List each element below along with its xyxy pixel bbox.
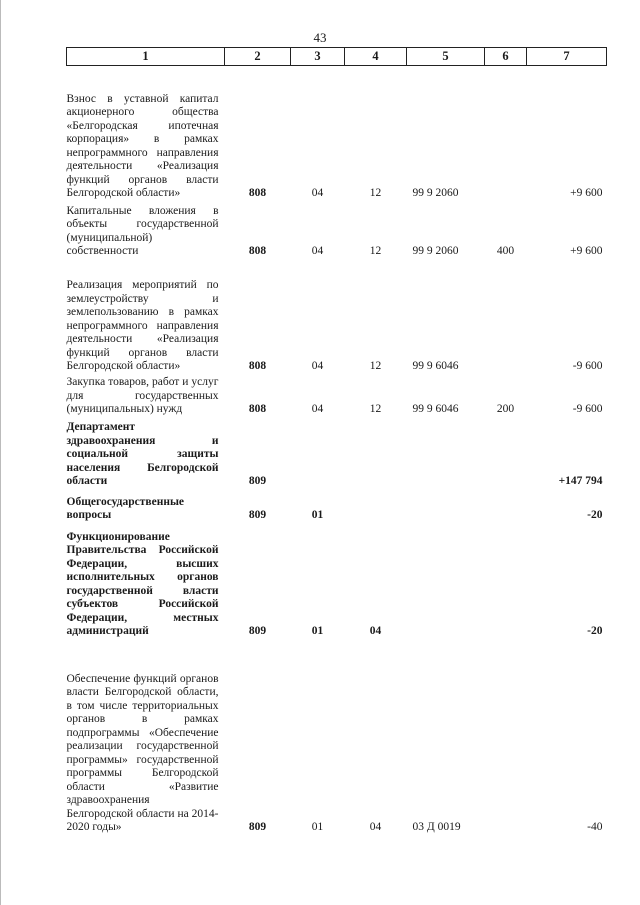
- row-amount: -20: [587, 509, 603, 521]
- table-row: [67, 201, 607, 259]
- row-target: 03 Д 0019: [412, 821, 461, 833]
- row-name: Капитальные вложения в объекты государственной (муниципальной) собственности: [66, 204, 219, 257]
- header-col-6: 6: [485, 48, 527, 66]
- row-type: [485, 639, 527, 835]
- row-subsection: 12: [369, 187, 382, 199]
- table-row: [67, 259, 607, 374]
- page-number: 43: [313, 30, 327, 45]
- header-col-2: 2: [225, 48, 291, 66]
- table-row: [67, 489, 607, 523]
- row-section: [291, 417, 345, 489]
- row-code: 809: [248, 475, 267, 487]
- row-amount: -9 600: [572, 403, 603, 415]
- row-name: Обеспечение функций органов власти Белгородской области, в том числе территориальных органов в рамках подпрограммы «Обеспечение реализации государственной программы» государственной программы Белгородской области «Развитие здравоохранения Белгородской области на 2014-2020 годы»: [66, 672, 219, 833]
- row-code: 808: [248, 360, 267, 372]
- row-name: Департамент здравоохранения и социальной защиты населения Белгородской области: [66, 421, 219, 487]
- row-target: [407, 489, 485, 523]
- row-target: 99 9 6046: [412, 360, 459, 372]
- row-type: 400: [496, 245, 515, 257]
- row-code: 808: [248, 403, 267, 415]
- row-amount: +9 600: [570, 245, 603, 257]
- row-amount: -9 600: [572, 360, 603, 372]
- row-code: 809: [248, 625, 267, 637]
- row-amount: -40: [587, 821, 603, 833]
- row-target: 99 9 2060: [412, 245, 459, 257]
- header-col-3: 3: [291, 48, 345, 66]
- row-name: Закупка товаров, работ и услуг для государственных (муниципальных) нужд: [66, 376, 219, 415]
- header-col-7: 7: [527, 48, 607, 66]
- row-name: Функционирование Правительства Российской Федерации, высших исполнительных органов государственной власти субъектов Российской Федерации, местных администраций: [66, 530, 219, 637]
- table-row: [67, 639, 607, 835]
- row-code: 809: [248, 821, 267, 833]
- row-section: 04: [311, 245, 324, 257]
- header-col-1: 1: [67, 48, 225, 66]
- row-name: Реализация мероприятий по землеустройству и землепользованию в рамках непрограммного направления деятельности «Реализация функций органов власти Белгородской области»: [66, 279, 219, 372]
- row-type: [485, 489, 527, 523]
- row-code: 808: [248, 245, 267, 257]
- table-row: [67, 417, 607, 489]
- table-row: [67, 523, 607, 639]
- row-name: Общегосударственные вопросы: [66, 495, 185, 521]
- row-code: 809: [248, 509, 267, 521]
- row-section: 01: [311, 625, 324, 637]
- table-body: [67, 66, 607, 835]
- row-subsection: 12: [369, 360, 382, 372]
- row-subsection: 04: [369, 821, 382, 833]
- row-type: [485, 417, 527, 489]
- row-code: 808: [248, 187, 267, 199]
- row-amount: +147 794: [558, 475, 603, 487]
- row-section: 04: [311, 187, 324, 199]
- row-type: 200: [496, 403, 515, 415]
- table-row: [67, 374, 607, 417]
- budget-table: [66, 47, 607, 835]
- page-edge-line: [0, 0, 1, 905]
- row-target: [407, 417, 485, 489]
- budget-table-container: [66, 47, 606, 835]
- row-type: [485, 523, 527, 639]
- row-section: 01: [311, 821, 324, 833]
- row-target: [407, 523, 485, 639]
- row-type: [485, 259, 527, 374]
- row-subsection: [345, 417, 407, 489]
- row-subsection: [345, 489, 407, 523]
- row-subsection: 12: [369, 245, 382, 257]
- table-header-row: [67, 48, 607, 66]
- table-row: [67, 66, 607, 201]
- row-target: 99 9 2060: [412, 187, 459, 199]
- header-col-5: 5: [407, 48, 485, 66]
- row-subsection: 12: [369, 403, 382, 415]
- row-section: 04: [311, 403, 324, 415]
- row-section: 01: [311, 509, 324, 521]
- header-col-4: 4: [345, 48, 407, 66]
- row-subsection: 04: [369, 625, 382, 637]
- row-section: 04: [311, 360, 324, 372]
- row-type: [485, 66, 527, 201]
- row-target: 99 9 6046: [412, 403, 459, 415]
- row-amount: +9 600: [570, 187, 603, 199]
- row-name: Взнос в уставной капитал акционерного общества «Белгородская ипотечная корпорация» в рамках непрограммного направления деятельности «Реализация функций органов власти Белгородской области»: [66, 92, 219, 199]
- row-amount: -20: [587, 625, 603, 637]
